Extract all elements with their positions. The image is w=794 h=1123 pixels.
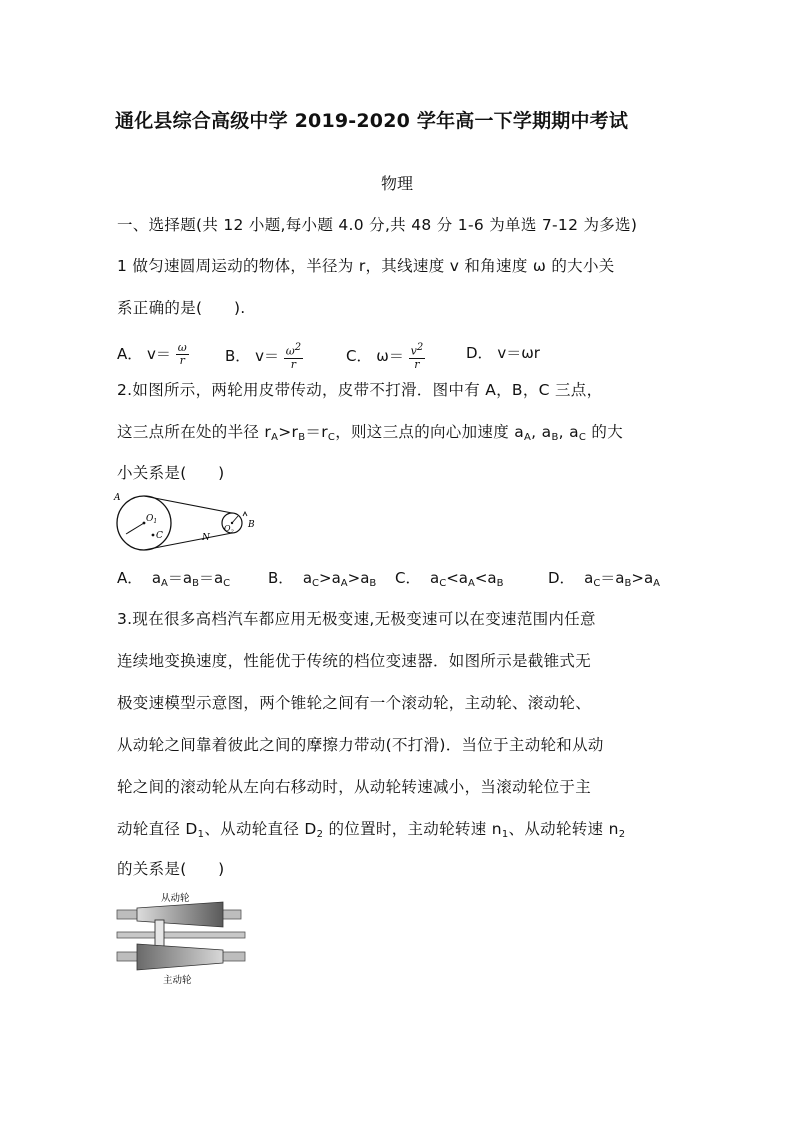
driven-wheel-label: 从动轮: [161, 893, 190, 904]
fraction: $\frac{v^2}{r}$: [410, 342, 424, 371]
q3-line-3: 极变速模型示意图，两个锥轮之间有一个滚动轮，主动轮、滚动轮、: [117, 694, 592, 712]
q3-line-6: 动轮直径 $D_1$、从动轮直径 $D_2$ 的位置时，主动轮转速 $n_1$、从动轮转速 $n_2$: [117, 820, 626, 840]
point-c: [152, 534, 155, 537]
q3-line-2: 连续地变换速度，性能优于传统的档位变速器．如图所示是截锥式无: [117, 652, 592, 670]
driver-cone: [137, 944, 223, 970]
subject-heading: 物理: [380, 174, 413, 193]
section-heading: 一、选择题(共 12 小题,每小题 4.0 分,共 48 分 1-6 为单选 7-12 为多选): [117, 216, 638, 234]
fraction: $\frac{\omega^2}{r}$: [285, 342, 302, 371]
belt-pulley-figure: [112, 490, 272, 552]
q3-line-1: 3.现在很多高档汽车都应用无极变速,无极变速可以在变速范围内任意: [117, 610, 596, 628]
label-n: N: [202, 533, 210, 543]
label-a: A: [114, 493, 121, 503]
driver-wheel-label: 主动轮: [163, 975, 192, 986]
q2-line-3: 小关系是( ): [117, 464, 225, 482]
label-o1: $O_1$: [146, 514, 158, 525]
q2-option-d: D． $a_C=a_B>a_A$: [548, 569, 660, 589]
belt-top: [144, 496, 232, 513]
q2-option-a: A． $a_A=a_B=a_C$: [117, 569, 231, 589]
label-o2: $O_2$: [224, 524, 234, 535]
q2-option-b: B． $a_C>a_A>a_B$: [268, 569, 377, 589]
rotation-arrow-icon: [243, 512, 247, 516]
q1-option-b: B． v＝ $\frac{\omega^2}{r}$: [225, 342, 302, 371]
q1-option-d: D． v＝ωr: [466, 344, 540, 362]
center-o1: [143, 522, 146, 525]
page-title: 通化县综合高级中学 2019-2020 学年高一下学期期中考试: [115, 110, 629, 132]
q3-line-5: 轮之间的滚动轮从左向右移动时，从动轮转速减小，当滚动轮位于主: [117, 778, 592, 796]
q2-line-2: 这三点所在处的半径 $r_A>r_B=r_C$，则这三点的向心加速度 $a_A$, $a_B$, $a_C$ 的大: [117, 423, 623, 443]
small-radius-line: [232, 516, 238, 523]
cone-transmission-figure: [115, 888, 250, 988]
q2-option-c: C． $a_C<a_A<a_B$: [395, 569, 504, 589]
q1-line-1: 1 做匀速圆周运动的物体，半径为 r，其线速度 v 和角速度 ω 的大小关: [117, 257, 615, 275]
guide-rod: [117, 932, 245, 938]
label-c: C: [156, 531, 163, 541]
q1-option-a: A． v＝ $\frac{\omega}{r}$: [117, 341, 187, 367]
q3-line-4: 从动轮之间靠着彼此之间的摩擦力带动(不打滑)．当位于主动轮和从动: [117, 736, 604, 754]
radius-line: [126, 523, 144, 534]
q1-option-c: C． ω＝ $\frac{v^2}{r}$: [346, 342, 424, 371]
q2-line-1: 2.如图所示，两轮用皮带传动，皮带不打滑．图中有 A，B，C 三点，: [117, 381, 603, 399]
q1-line-2: 系正确的是( ).: [117, 299, 246, 317]
label-b: B: [248, 520, 255, 530]
fraction: $\frac{\omega}{r}$: [177, 341, 187, 367]
q3-line-7: 的关系是( ): [117, 860, 225, 878]
driven-cone: [137, 902, 223, 927]
